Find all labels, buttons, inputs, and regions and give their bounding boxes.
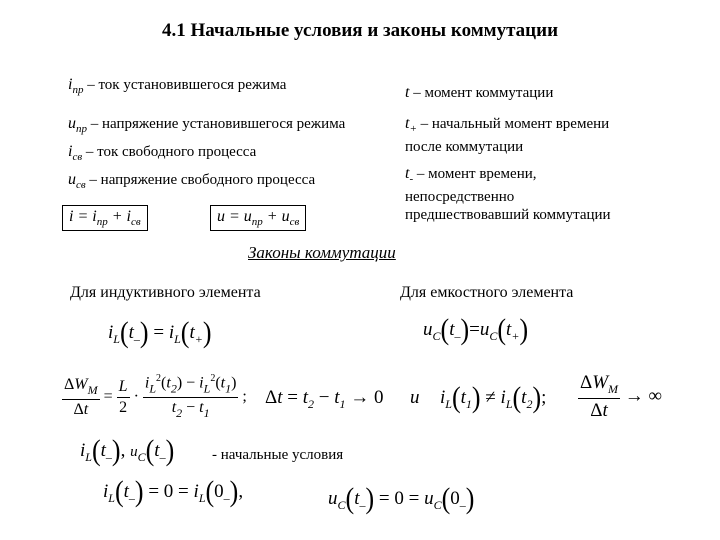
initial-values-formula: $i_L(t_-)$, $u_C(t_-)$ (80, 433, 175, 468)
capacitive-initial-zero-formula: $u_C(t_-) = 0 = u_C(0_-)$ (328, 481, 475, 516)
inductive-law-formula: $i_L(t_-) = i_L(t_+)$ (108, 315, 212, 350)
definition-t-minus: $t_-$ – момент времени, непосредственно предшествовавший коммутации (405, 165, 611, 223)
inductive-initial-zero-formula: $i_L(t_-) = 0 = i_L(0_-)$, (103, 474, 244, 509)
capacitive-law-formula: $u_C(t_-)=u_C(t_+)$ (423, 312, 529, 347)
definition-u-pr: $u_{пр}$ – напряжение установившегося режима (68, 115, 346, 135)
semicolon-2: ; (541, 387, 547, 408)
definition-i-sv: $i_{св}$ – ток свободного процесса (68, 143, 257, 163)
definition-t-plus: $t_+$ – начальный момент времени после коммутации (405, 115, 610, 155)
comma-separator: , (120, 440, 126, 461)
energy-infinity-formula: $\frac{\Delta W_M}{\Delta t}$ → ∞ (580, 372, 663, 421)
conjunction-and: и (410, 387, 420, 408)
current-sum-formula: $i = i_{пр} + i_{св}$ (62, 205, 148, 231)
laws-heading: Законы коммутации (248, 243, 396, 262)
inductive-heading: Для индуктивного элемента (70, 284, 261, 301)
semicolon-1: ; (242, 387, 247, 405)
definition-u-sv: $u_{св}$ – напряжение свободного процесса (68, 171, 316, 191)
definition-t: t – момент коммутации (405, 84, 554, 101)
delta-t-formula: $\Delta t = t_2 - t_1 \to 0$ (265, 387, 384, 411)
voltage-sum-formula: $u = u_{пр} + u_{св}$ (210, 205, 306, 231)
page-title: 4.1 Начальные условия и законы коммутации (161, 20, 559, 41)
definition-i-pr: $i_{пр}$ – ток установившегося режима (68, 76, 287, 96)
current-inequality-formula: $i_L(t_1) \ne i_L(t_2)$; (440, 380, 547, 415)
energy-ratio-formula: $\frac{\Delta W_M}{\Delta t}$ = $\frac{L}{2}$ · $\frac{i_L^2(t_2) - i_L^2(t_1)}{t_2 - t_1}$ ; (64, 373, 247, 421)
initial-conditions-label: - начальные условия (212, 447, 344, 463)
capacitive-heading: Для емкостного элемента (400, 284, 574, 301)
